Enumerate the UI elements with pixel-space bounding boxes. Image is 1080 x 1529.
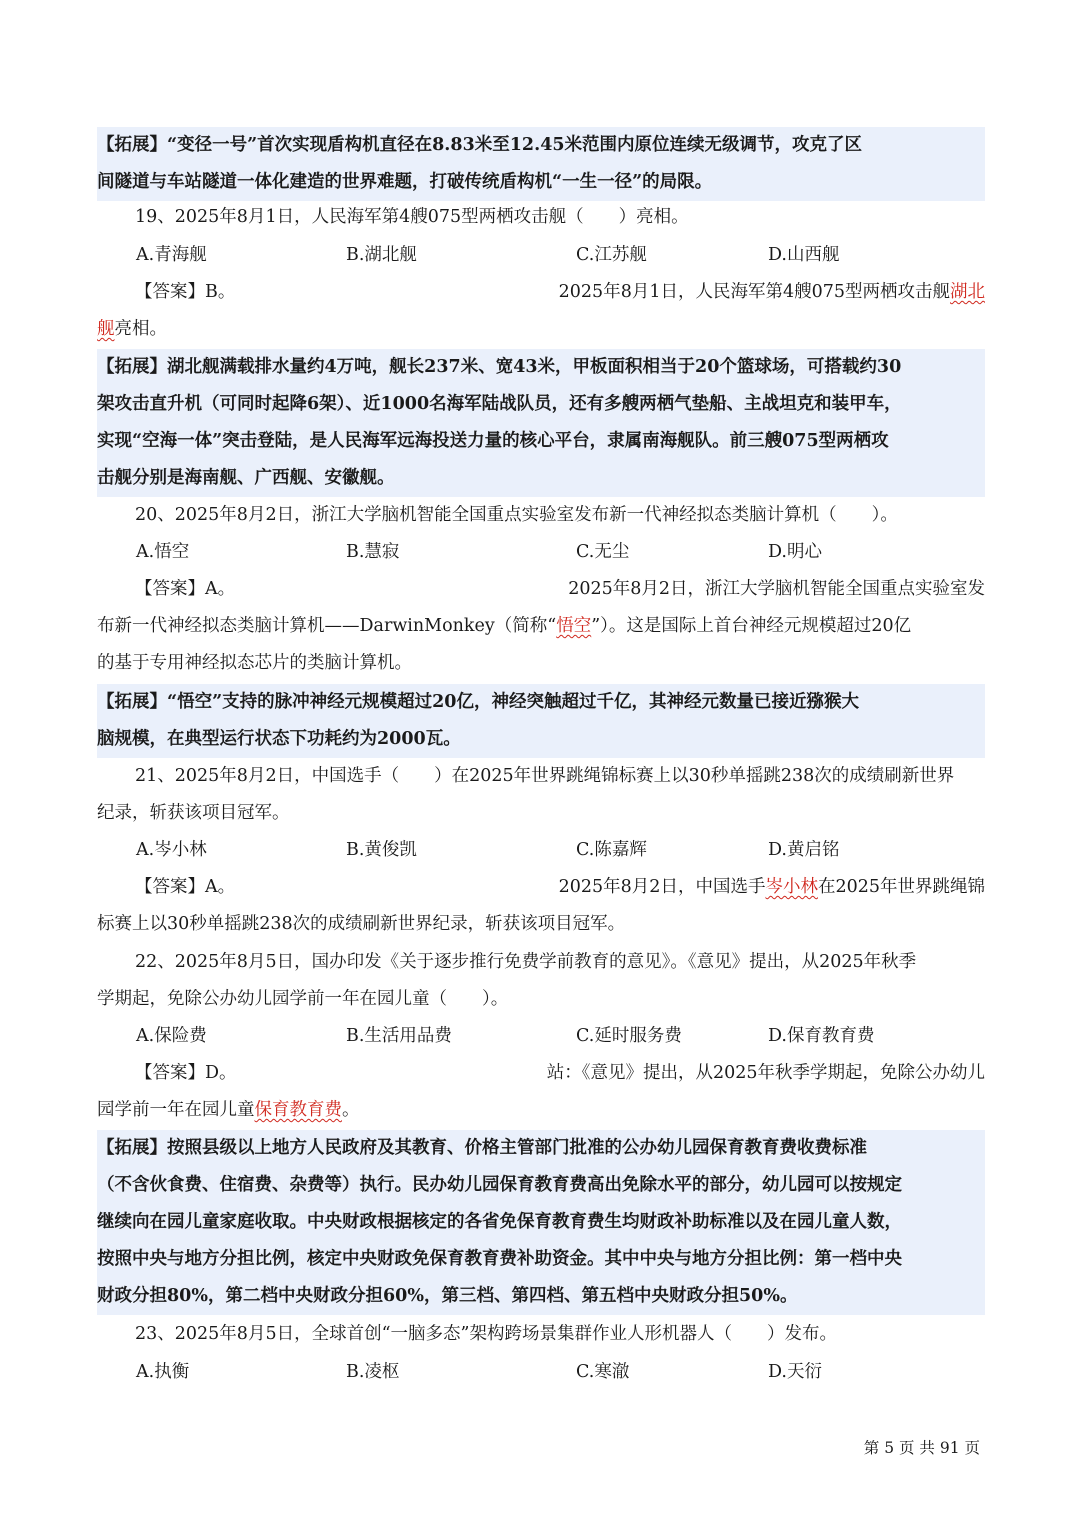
answer-label: 【答案】A。 (135, 579, 236, 599)
answer-highlight: 保育教育费 (254, 1100, 342, 1120)
answer-line: 标赛上以30秒单摇跳238次的成绩刷新世界纪录，斩获该项目冠军。 (97, 914, 626, 934)
question-19 (97, 199, 985, 236)
option-d: D.山西舰 (768, 245, 840, 265)
answer-highlight: 湖北 (950, 282, 985, 302)
extension-line: 继续向在园儿童家庭收取。中央财政根据核定的各省免保育教育费生均财政补助标准以及在园儿童人数， (97, 1212, 902, 1232)
question-23 (97, 1316, 985, 1353)
question-text: 学期起，免除公办幼儿园学前一年在园儿童（ ）。 (97, 989, 509, 1009)
answer-21 (97, 869, 985, 943)
extension-line: 【拓展】“悟空”支持的脉冲神经元规模超过20亿，神经突触超过千亿，其神经元数量已接近猕猴大 (97, 692, 859, 712)
extension-line: 间隧道与车站隧道一体化建造的世界难题，打破传统盾构机“一生一径”的局限。 (97, 172, 713, 192)
answer-line: 园学前一年在园儿童保育教育费。 (97, 1100, 360, 1120)
answer-19 (97, 274, 985, 348)
options-23 (136, 1354, 956, 1391)
option-c: C.延时服务费 (576, 1026, 682, 1046)
extension-line: （不含伙食费、住宿费、杂费等）执行。民办幼儿园保育教育费高出免除水平的部分，幼儿园可以按规定 (97, 1175, 902, 1195)
extension-line: 击舰分别是海南舰、广西舰、安徽舰。 (97, 468, 395, 488)
answer-22 (97, 1055, 985, 1129)
extension-line: 【拓展】“变径一号”首次实现盾构机直径在8.83米至12.45米范围内原位连续无级调节，攻克了区 (97, 135, 863, 155)
options-21 (136, 832, 956, 869)
answer-line: 的基于专用神经拟态芯片的类脑计算机。 (97, 653, 412, 673)
answer-label: 【答案】B。 (135, 282, 236, 302)
extension-line: 财政分担80%，第二档中央财政分担60%，第三档、第四档、第五档中央财政分担50%。 (97, 1286, 798, 1306)
answer-label: 【答案】A。 (135, 877, 236, 897)
answer-line: 布新一代神经拟态类脑计算机——DarwinMonkey（简称“悟空”）。这是国际上首台神经元规模超过20亿 (97, 616, 912, 636)
option-b: B.湖北舰 (346, 245, 417, 265)
options-19 (136, 237, 956, 274)
extension-box-22 (97, 1130, 985, 1315)
question-text: 21、2025年8月2日，中国选手（ ）在2025年世界跳绳锦标赛上以30秒单摇跳238次的成绩刷新世界 (135, 766, 955, 786)
option-a: A.悟空 (136, 542, 190, 562)
option-b: B.生活用品费 (346, 1026, 452, 1046)
question-text: 19、2025年8月1日，人民海军第4艘075型两栖攻击舰（ ）亮相。 (135, 207, 689, 227)
extension-line: 按照中央与地方分担比例，核定中央财政免保育教育费补助资金。其中中央与地方分担比例：第一档中央 (97, 1249, 902, 1269)
question-22 (97, 944, 985, 1018)
page-number: 第 5 页 共 91 页 (863, 1439, 980, 1457)
answer-line: 2025年8月2日，浙江大学脑机智能全国重点实验室发 (568, 579, 985, 599)
extension-line: 【拓展】湖北舰满载排水量约4万吨，舰长237米、宽43米，甲板面积相当于20个篮球场，可搭载约30 (97, 357, 902, 377)
question-text: 20、2025年8月2日，浙江大学脑机智能全国重点实验室发布新一代神经拟态类脑计算机（ ）。 (135, 505, 898, 525)
extension-line: 【拓展】按照县级以上地方人民政府及其教育、价格主管部门批准的公办幼儿园保育教育费收费标准 (97, 1138, 867, 1158)
option-a: A.青海舰 (136, 245, 207, 265)
answer-highlight: 岑小林 (765, 877, 818, 897)
option-d: D.保育教育费 (768, 1026, 875, 1046)
question-20 (97, 497, 985, 534)
answer-line: 2025年8月1日，人民海军第4艘075型两栖攻击舰湖北 (558, 282, 985, 302)
option-d: D.明心 (768, 542, 822, 562)
question-text: 纪录，斩获该项目冠军。 (97, 803, 290, 823)
options-22 (136, 1018, 956, 1055)
extension-line: 架攻击直升机（可同时起降6架）、近1000名海军陆战队员，还有多艘两栖气垫船、主战坦克和装甲车， (97, 394, 902, 414)
option-a: A.岑小林 (136, 840, 207, 860)
option-a: A.保险费 (136, 1026, 207, 1046)
answer-highlight: 舰 (97, 319, 115, 339)
answer-line: 舰亮相。 (97, 319, 167, 339)
extension-box-20 (97, 684, 985, 758)
answer-highlight: 悟空 (556, 616, 592, 636)
option-b: B.凌枢 (346, 1362, 400, 1382)
option-d: D.黄启铭 (768, 840, 840, 860)
answer-20 (97, 571, 985, 682)
extension-line: 实现“空海一体”突击登陆，是人民海军远海投送力量的核心平台，隶属南海舰队。前三艘075型两栖攻 (97, 431, 889, 451)
option-c: C.无尘 (576, 542, 630, 562)
answer-label: 【答案】D。 (135, 1063, 237, 1083)
extension-box-19 (97, 349, 985, 497)
option-d: D.天衍 (768, 1362, 822, 1382)
option-a: A.执衡 (136, 1362, 190, 1382)
extension-line: 脑规模，在典型运行状态下功耗约为2000瓦。 (97, 729, 461, 749)
option-c: C.陈嘉辉 (576, 840, 647, 860)
question-text: 23、2025年8月5日，全球首创“一脑多态”架构跨场景集群作业人形机器人（ ）发布。 (135, 1324, 837, 1344)
answer-line: 2025年8月2日，中国选手岑小林在2025年世界跳绳锦 (558, 877, 985, 897)
option-c: C.江苏舰 (576, 245, 647, 265)
option-b: B.黄俊凯 (346, 840, 417, 860)
option-c: C.寒澈 (576, 1362, 630, 1382)
answer-line: 站：《意见》提出，从2025年秋季学期起，免除公办幼儿 (546, 1063, 985, 1083)
options-20 (136, 534, 956, 571)
question-text: 22、2025年8月5日，国办印发《关于逐步推行免费学前教育的意见》。《意见》提出，从2025年秋季 (135, 952, 917, 972)
option-b: B.慧寂 (346, 542, 400, 562)
extension-box-18 (97, 127, 985, 201)
question-21 (97, 758, 985, 832)
